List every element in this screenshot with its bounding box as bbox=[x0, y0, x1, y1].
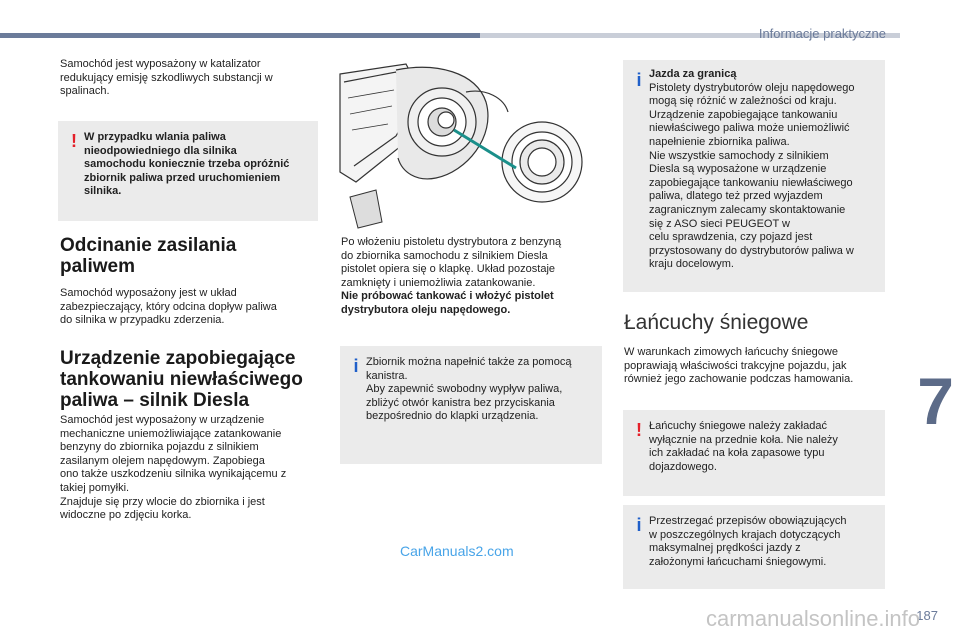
info-icon: i bbox=[636, 515, 642, 535]
heading-misfuel-device: Urządzenie zapobiegające tankowaniu niewłaściwego paliwa – silnik Diesla bbox=[60, 348, 303, 411]
chains-warning-text: Łańcuchy śniegowe należy zakładać wyłącznie na przednie koła. Nie należy ich zakładać na koła zapasowe typu dojazdowego. bbox=[649, 420, 838, 473]
cutoff-paragraph: Samochód wyposażony jest w układ zabezpieczający, który odcina dopływ paliwa do silnika w przypadku zderzenia. bbox=[60, 287, 277, 327]
speed-info-text: Przestrzegać przepisów obowiązujących w poszczególnych krajach dotyczących maksymalnej prędkości jazdy z założonymi łańcuchami śniegowymi. bbox=[649, 515, 847, 568]
info-icon: i bbox=[636, 70, 642, 90]
exclamation-icon: ! bbox=[636, 420, 642, 440]
warning-text: W przypadku wlania paliwa nieodpowiedniego dla silnika samochodu koniecznie trzeba opróżnić zbiornik paliwa przed uruchomieniem silnika. bbox=[84, 131, 290, 198]
warning-box-fuel bbox=[58, 121, 318, 221]
chapter-number: 7 bbox=[917, 364, 954, 438]
info-icon: i bbox=[353, 356, 359, 376]
misfuel-paragraph: Po włożeniu pistoletu dystrybutora z benzyną do zbiornika samochodu z silnikiem Diesla pistolet opiera się o klapkę. Układ pozostaje zamknięty i uniemożliwia zatankowanie. Nie próbować tankować i włożyć pistolet dystrybutora oleju napędowego. bbox=[341, 236, 562, 316]
info-box-abroad bbox=[623, 60, 885, 292]
abroad-text: Jazda za granicą Pistolety dystrybutorów oleju napędowego mogą się różnić w zależności od kraju. Urządzenie zapobiegające tankowaniu niewłaściwego paliwa może uniemożliwić napełnienie zbiornika paliwa. Nie wszystkie samochody z silnikiem Diesla są wyposażone w urządzenie zapobiegające tankowaniu niewłaściwego paliwa, dlatego też przed wyjazdem zagranicznym zalecamy skontaktowanie się z ASO sieci PEUGEOT w celu sprawdzenia, czy pojazd jest przystosowany do dystrybutorów paliwa w kraju docelowym. bbox=[649, 68, 855, 271]
intro-paragraph: Samochód jest wyposażony w katalizator redukujący emisję szkodliwych substancji w spalinach. bbox=[60, 58, 273, 98]
info-text: Zbiornik można napełnić także za pomocą kanistra. Aby zapewnić swobodny wypływ paliwa, zbliżyć otwór kanistra bez przyciskania bezpośrednio do klapki urządzenia. bbox=[366, 356, 572, 423]
header-bar-left bbox=[0, 33, 480, 38]
info-box-canister bbox=[340, 346, 602, 464]
heading-fuel-cutoff: Odcinanie zasilania paliwem bbox=[60, 235, 237, 277]
info-box-speed bbox=[623, 505, 885, 589]
chains-paragraph: W warunkach zimowych łańcuchy śniegowe poprawiają właściwości trakcyjne pojazdu, jak również jego zachowanie podczas hamowania. bbox=[624, 346, 854, 386]
warning-box-chains bbox=[623, 410, 885, 496]
section-title: Informacje praktyczne bbox=[758, 26, 886, 41]
page-number: 187 bbox=[916, 608, 938, 623]
exclamation-icon: ! bbox=[71, 131, 77, 151]
fuel-filler-illustration bbox=[336, 62, 596, 232]
watermark-carmanualsonline: carmanualsonline.info bbox=[706, 606, 921, 631]
device-paragraph: Samochód jest wyposażony w urządzenie mechaniczne uniemożliwiające zatankowanie benzyny do zbiornika pojazdu z silnikiem zasilanym olejem napędowym. Zapobiega ono także uszkodzeniu silnika wynikającemu z takiej pomyłki. Znajduje się przy wlocie do zbiornika i jest widoczne po zdjęciu korka. bbox=[60, 414, 287, 522]
heading-snow-chains: Łańcuchy śniegowe bbox=[624, 311, 809, 334]
watermark-carmanuals2: CarManuals2.com bbox=[400, 543, 514, 559]
